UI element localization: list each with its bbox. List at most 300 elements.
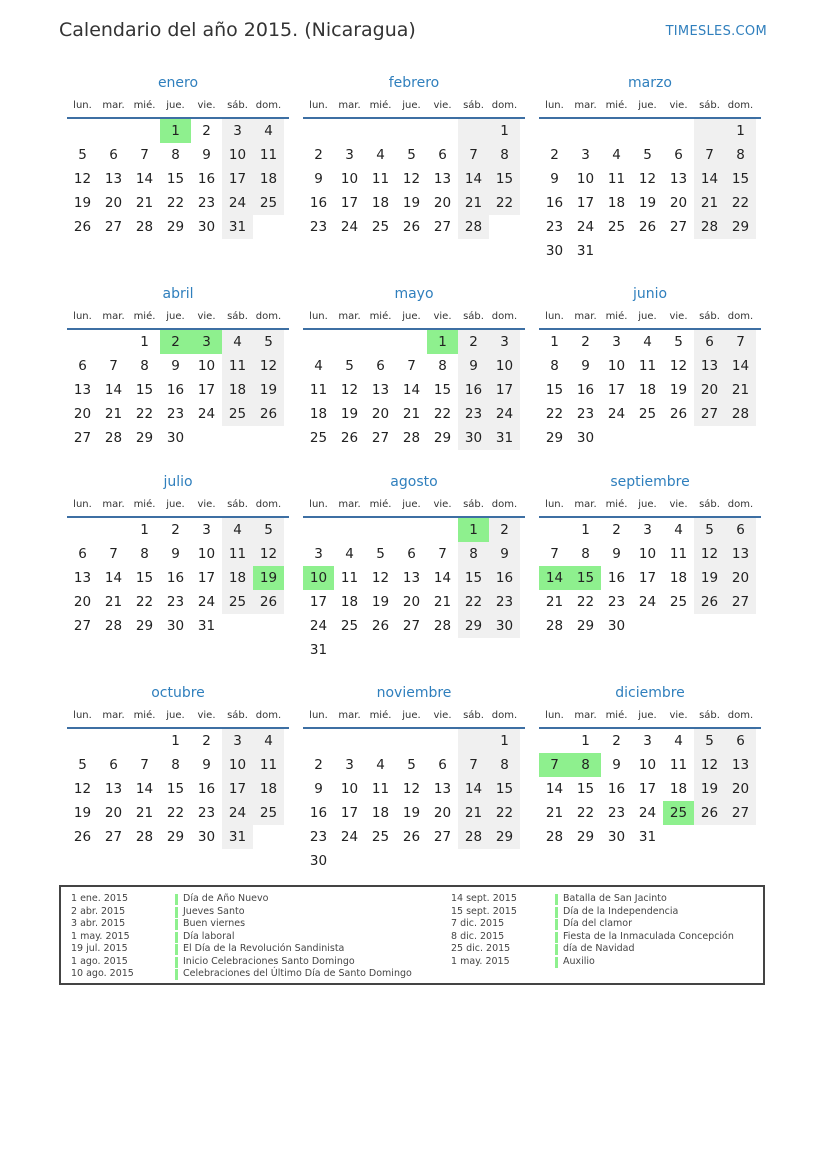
day-cell: 15 (489, 777, 520, 801)
holiday-name: El Día de la Revolución Sandinista (183, 943, 345, 954)
day-cell: 30 (458, 426, 489, 450)
day-cell: 26 (253, 402, 284, 426)
month-junio (539, 283, 761, 450)
day-cell: 23 (197, 805, 216, 821)
empty-day-cell (303, 119, 334, 143)
weekday-label: sáb. (699, 311, 720, 322)
day-cell: 14 (694, 167, 725, 191)
day-cell: 28 (458, 215, 489, 239)
empty-day-cell (458, 729, 489, 753)
month-name: febrero (388, 75, 440, 91)
day-cell: 12 (340, 382, 359, 398)
weekday-header (67, 305, 289, 330)
empty-day-cell (725, 239, 756, 263)
day-cell: 21 (104, 594, 123, 610)
holiday-date: 1 may. 2015 (71, 930, 130, 942)
empty-day-cell (458, 849, 489, 873)
day-cell: 2 (489, 518, 520, 542)
day-cell: 9 (314, 781, 323, 797)
holiday-date: 1 may. 2015 (451, 955, 510, 967)
day-cell: 9 (612, 757, 621, 773)
holiday-date: 8 dic. 2015 (451, 930, 505, 942)
day-cell: 17 (222, 777, 253, 801)
weekday-label: vie. (433, 311, 452, 322)
day-cell: 18 (253, 167, 284, 191)
empty-day-cell (694, 825, 725, 849)
weekday-label: lun. (309, 100, 328, 111)
day-cell: 28 (135, 219, 154, 235)
weekday-label: vie. (669, 311, 688, 322)
empty-day-cell (396, 119, 427, 143)
day-cell: 10 (340, 781, 359, 797)
day-cell: 12 (638, 171, 657, 187)
empty-day-cell (601, 426, 632, 450)
holiday-day-cell: 10 (303, 566, 334, 590)
weekday-label: mar. (574, 311, 597, 322)
holiday-marker (175, 907, 178, 918)
day-cell: 6 (694, 330, 725, 354)
day-cell: 17 (607, 382, 626, 398)
day-cell: 24 (489, 402, 520, 426)
day-cell: 25 (253, 191, 284, 215)
day-cell: 23 (458, 402, 489, 426)
day-cell: 13 (402, 570, 421, 586)
day-cell: 13 (73, 382, 92, 398)
holiday-date: 25 dic. 2015 (451, 943, 511, 954)
day-cell: 6 (78, 546, 87, 562)
day-cell: 2 (550, 147, 559, 163)
weekday-label: dom. (255, 311, 282, 322)
day-cell: 29 (576, 829, 595, 845)
day-cell: 1 (581, 522, 590, 538)
day-cell: 4 (376, 757, 385, 773)
weekday-label: vie. (669, 100, 688, 111)
day-cell: 27 (725, 801, 756, 825)
empty-day-cell (365, 638, 396, 662)
weekday-label: dom. (491, 499, 518, 510)
day-cell: 2 (458, 330, 489, 354)
day-cell: 6 (78, 358, 87, 374)
day-cell: 16 (166, 382, 185, 398)
day-cell: 13 (73, 570, 92, 586)
day-cell: 11 (607, 171, 626, 187)
day-cell: 15 (725, 167, 756, 191)
day-cell: 9 (458, 354, 489, 378)
day-cell: 20 (669, 195, 688, 211)
day-cell: 17 (576, 195, 595, 211)
weekday-label: jue. (638, 710, 657, 721)
day-cell: 8 (725, 143, 756, 167)
empty-day-cell (334, 119, 365, 143)
day-cell: 22 (135, 594, 154, 610)
day-cell: 18 (669, 781, 688, 797)
day-cell: 5 (643, 147, 652, 163)
day-cell: 8 (458, 542, 489, 566)
month-name: septiembre (610, 474, 690, 490)
day-cell: 12 (371, 570, 390, 586)
day-cell: 16 (576, 382, 595, 398)
weekday-label: mié. (605, 100, 628, 111)
weekday-label: mar. (338, 311, 361, 322)
day-cell: 14 (135, 171, 154, 187)
day-cell: 16 (166, 570, 185, 586)
day-cell: 26 (694, 590, 725, 614)
day-cell: 23 (545, 219, 564, 235)
day-cell: 18 (309, 406, 328, 422)
day-cell: 14 (104, 382, 123, 398)
day-cell: 15 (489, 167, 520, 191)
day-cell: 9 (550, 171, 559, 187)
weekday-label: mié. (133, 499, 156, 510)
weekday-label: mar. (102, 499, 125, 510)
day-cell: 19 (402, 195, 421, 211)
holiday-date: 1 ago. 2015 (71, 955, 128, 967)
holiday-marker (555, 894, 558, 905)
day-cell: 2 (202, 123, 211, 139)
empty-day-cell (98, 119, 129, 143)
weekday-label: sáb. (699, 499, 720, 510)
day-cell: 19 (253, 378, 284, 402)
weekday-header (67, 493, 289, 518)
day-cell: 20 (433, 195, 452, 211)
day-cell: 12 (73, 171, 92, 187)
empty-day-cell (539, 518, 570, 542)
day-cell: 8 (438, 358, 447, 374)
day-grid (539, 518, 761, 638)
holiday-name: Día de Año Nuevo (183, 893, 269, 904)
day-cell: 19 (694, 566, 725, 590)
day-cell: 14 (458, 167, 489, 191)
day-cell: 27 (104, 219, 123, 235)
month-septiembre (539, 471, 761, 638)
empty-day-cell (334, 638, 365, 662)
day-cell: 15 (458, 566, 489, 590)
weekday-label: mar. (102, 311, 125, 322)
day-cell: 15 (166, 781, 185, 797)
empty-day-cell (334, 729, 365, 753)
day-cell: 5 (253, 330, 284, 354)
month-name: noviembre (376, 685, 452, 701)
day-cell: 6 (109, 757, 118, 773)
holiday-date: 15 sept. 2015 (451, 905, 517, 917)
empty-day-cell (396, 849, 427, 873)
empty-day-cell (129, 729, 160, 753)
holiday-day-cell: 15 (570, 566, 601, 590)
day-cell: 13 (433, 781, 452, 797)
empty-day-cell (632, 239, 663, 263)
day-cell: 3 (345, 147, 354, 163)
empty-day-cell (570, 119, 601, 143)
day-cell: 21 (135, 195, 154, 211)
day-grid (67, 518, 289, 638)
day-cell: 26 (638, 219, 657, 235)
day-cell: 21 (694, 191, 725, 215)
day-cell: 5 (407, 147, 416, 163)
day-cell: 5 (694, 729, 725, 753)
day-cell: 21 (433, 594, 452, 610)
day-cell: 31 (197, 618, 216, 634)
empty-day-cell (725, 614, 756, 638)
day-cell: 25 (607, 219, 626, 235)
day-cell: 22 (545, 406, 564, 422)
day-cell: 25 (371, 829, 390, 845)
weekday-header (303, 305, 525, 330)
holiday-day-cell: 1 (458, 518, 489, 542)
day-cell: 5 (376, 546, 385, 562)
empty-day-cell (632, 119, 663, 143)
holiday-name: Celebraciones del Último Día de Santo Domingo (183, 968, 412, 979)
day-grid (67, 119, 289, 239)
day-cell: 31 (638, 829, 657, 845)
day-cell: 27 (433, 219, 452, 235)
holiday-marker (555, 919, 558, 930)
weekday-label: jue. (638, 100, 657, 111)
day-cell: 20 (73, 406, 92, 422)
day-cell: 18 (371, 805, 390, 821)
day-cell: 30 (166, 618, 185, 634)
holiday-name: Día del clamor (563, 918, 632, 929)
day-cell: 25 (340, 618, 359, 634)
day-cell: 5 (674, 334, 683, 350)
day-cell: 24 (340, 219, 359, 235)
empty-day-cell (253, 426, 284, 450)
day-cell: 3 (314, 546, 323, 562)
day-cell: 1 (489, 119, 520, 143)
empty-day-cell (539, 729, 570, 753)
day-grid (67, 729, 289, 849)
weekday-label: jue. (402, 100, 421, 111)
day-grid (303, 119, 525, 239)
day-cell: 4 (345, 546, 354, 562)
day-cell: 6 (674, 147, 683, 163)
weekday-label: mié. (369, 100, 392, 111)
holiday-date: 7 dic. 2015 (451, 918, 505, 929)
day-cell: 17 (222, 167, 253, 191)
empty-day-cell (129, 119, 160, 143)
day-cell: 7 (140, 147, 149, 163)
day-cell: 20 (725, 777, 756, 801)
day-cell: 12 (73, 781, 92, 797)
day-cell: 10 (222, 143, 253, 167)
weekday-label: mié. (133, 710, 156, 721)
day-cell: 26 (402, 219, 421, 235)
day-cell: 9 (581, 358, 590, 374)
day-cell: 3 (222, 729, 253, 753)
day-cell: 20 (104, 805, 123, 821)
empty-day-cell (632, 614, 663, 638)
day-cell: 22 (135, 406, 154, 422)
empty-day-cell (725, 825, 756, 849)
day-cell: 20 (371, 406, 390, 422)
empty-day-cell (427, 638, 458, 662)
day-cell: 27 (669, 219, 688, 235)
day-cell: 28 (402, 430, 421, 446)
day-cell: 31 (576, 243, 595, 259)
weekday-label: dom. (255, 100, 282, 111)
day-cell: 19 (402, 805, 421, 821)
day-cell: 23 (607, 594, 626, 610)
weekday-label: lun. (545, 499, 564, 510)
holiday-day-cell: 1 (160, 119, 191, 143)
day-cell: 3 (643, 733, 652, 749)
day-cell: 29 (458, 614, 489, 638)
day-cell: 25 (371, 219, 390, 235)
weekday-label: vie. (197, 710, 216, 721)
holiday-date: 2 abr. 2015 (71, 905, 126, 917)
empty-day-cell (601, 239, 632, 263)
empty-day-cell (489, 215, 520, 239)
day-cell: 10 (607, 358, 626, 374)
day-cell: 16 (197, 781, 216, 797)
empty-day-cell (98, 330, 129, 354)
weekday-label: sáb. (699, 710, 720, 721)
holiday-date: 14 sept. 2015 (451, 893, 517, 904)
day-cell: 16 (458, 378, 489, 402)
day-cell: 16 (197, 171, 216, 187)
day-cell: 11 (222, 542, 253, 566)
day-cell: 16 (309, 195, 328, 211)
day-cell: 18 (253, 777, 284, 801)
day-cell: 16 (607, 570, 626, 586)
holiday-date: 3 abr. 2015 (71, 918, 126, 929)
empty-day-cell (663, 825, 694, 849)
empty-day-cell (663, 239, 694, 263)
day-cell: 17 (197, 382, 216, 398)
day-cell: 28 (694, 215, 725, 239)
day-cell: 30 (607, 618, 626, 634)
day-cell: 2 (171, 522, 180, 538)
day-cell: 4 (314, 358, 323, 374)
day-cell: 1 (140, 334, 149, 350)
day-cell: 21 (458, 801, 489, 825)
day-cell: 6 (725, 518, 756, 542)
day-cell: 29 (489, 825, 520, 849)
empty-day-cell (253, 614, 284, 638)
day-grid (303, 330, 525, 450)
empty-day-cell (694, 119, 725, 143)
day-cell: 14 (725, 354, 756, 378)
day-cell: 20 (725, 566, 756, 590)
day-cell: 19 (669, 382, 688, 398)
day-cell: 17 (638, 781, 657, 797)
holiday-day-cell: 19 (253, 566, 284, 590)
weekday-label: mar. (338, 100, 361, 111)
day-cell: 14 (402, 382, 421, 398)
weekday-label: jue. (402, 311, 421, 322)
day-cell: 11 (371, 171, 390, 187)
empty-day-cell (365, 119, 396, 143)
day-cell: 15 (545, 382, 564, 398)
day-cell: 8 (171, 757, 180, 773)
day-cell: 25 (222, 590, 253, 614)
day-cell: 4 (253, 119, 284, 143)
empty-day-cell (253, 215, 284, 239)
day-cell: 19 (73, 805, 92, 821)
weekday-label: lun. (309, 710, 328, 721)
weekday-label: mié. (605, 311, 628, 322)
weekday-label: dom. (255, 710, 282, 721)
empty-day-cell (365, 330, 396, 354)
holiday-marker (175, 932, 178, 943)
empty-day-cell (427, 518, 458, 542)
day-grid (539, 729, 761, 849)
holiday-marker (555, 944, 558, 955)
day-cell: 15 (576, 781, 595, 797)
weekday-label: mié. (133, 311, 156, 322)
weekday-label: vie. (197, 100, 216, 111)
day-cell: 9 (314, 171, 323, 187)
holiday-marker (175, 969, 178, 980)
day-cell: 29 (135, 430, 154, 446)
day-cell: 3 (345, 757, 354, 773)
weekday-label: jue. (166, 499, 185, 510)
day-cell: 28 (104, 618, 123, 634)
day-cell: 18 (371, 195, 390, 211)
day-cell: 11 (371, 781, 390, 797)
day-cell: 11 (340, 570, 359, 586)
day-cell: 28 (458, 825, 489, 849)
day-cell: 30 (607, 829, 626, 845)
day-cell: 30 (309, 853, 328, 869)
day-cell: 9 (612, 546, 621, 562)
day-cell: 11 (669, 757, 688, 773)
day-cell: 10 (197, 546, 216, 562)
holiday-day-cell: 14 (539, 566, 570, 590)
holiday-marker (175, 957, 178, 968)
day-cell: 1 (550, 334, 559, 350)
month-agosto (303, 471, 525, 662)
day-cell: 28 (725, 402, 756, 426)
day-cell: 17 (197, 570, 216, 586)
month-name: abril (162, 286, 194, 302)
day-cell: 20 (73, 594, 92, 610)
weekday-label: vie. (197, 499, 216, 510)
day-cell: 9 (171, 546, 180, 562)
empty-day-cell (663, 614, 694, 638)
weekday-label: sáb. (227, 710, 248, 721)
empty-day-cell (303, 330, 334, 354)
day-cell: 8 (489, 143, 520, 167)
holiday-name: Fiesta de la Inmaculada Concepción (563, 930, 734, 942)
brand-logo[interactable]: TIMESLES.COM (665, 24, 767, 39)
day-cell: 12 (402, 781, 421, 797)
day-cell: 24 (222, 801, 253, 825)
day-cell: 4 (674, 733, 683, 749)
empty-day-cell (334, 330, 365, 354)
month-name: mayo (394, 286, 434, 302)
day-cell: 7 (550, 546, 559, 562)
day-cell: 19 (638, 195, 657, 211)
weekday-label: dom. (491, 710, 518, 721)
weekday-label: vie. (433, 100, 452, 111)
day-cell: 27 (402, 618, 421, 634)
day-cell: 8 (489, 753, 520, 777)
day-cell: 7 (438, 546, 447, 562)
day-cell: 12 (253, 542, 284, 566)
day-cell: 6 (438, 757, 447, 773)
day-cell: 8 (140, 358, 149, 374)
day-cell: 22 (433, 406, 452, 422)
day-cell: 29 (545, 430, 564, 446)
weekday-label: vie. (669, 499, 688, 510)
day-cell: 2 (581, 334, 590, 350)
day-cell: 28 (545, 618, 564, 634)
day-cell: 21 (545, 594, 564, 610)
day-cell: 22 (725, 191, 756, 215)
weekday-label: dom. (255, 499, 282, 510)
weekday-label: dom. (491, 311, 518, 322)
day-cell: 6 (376, 358, 385, 374)
